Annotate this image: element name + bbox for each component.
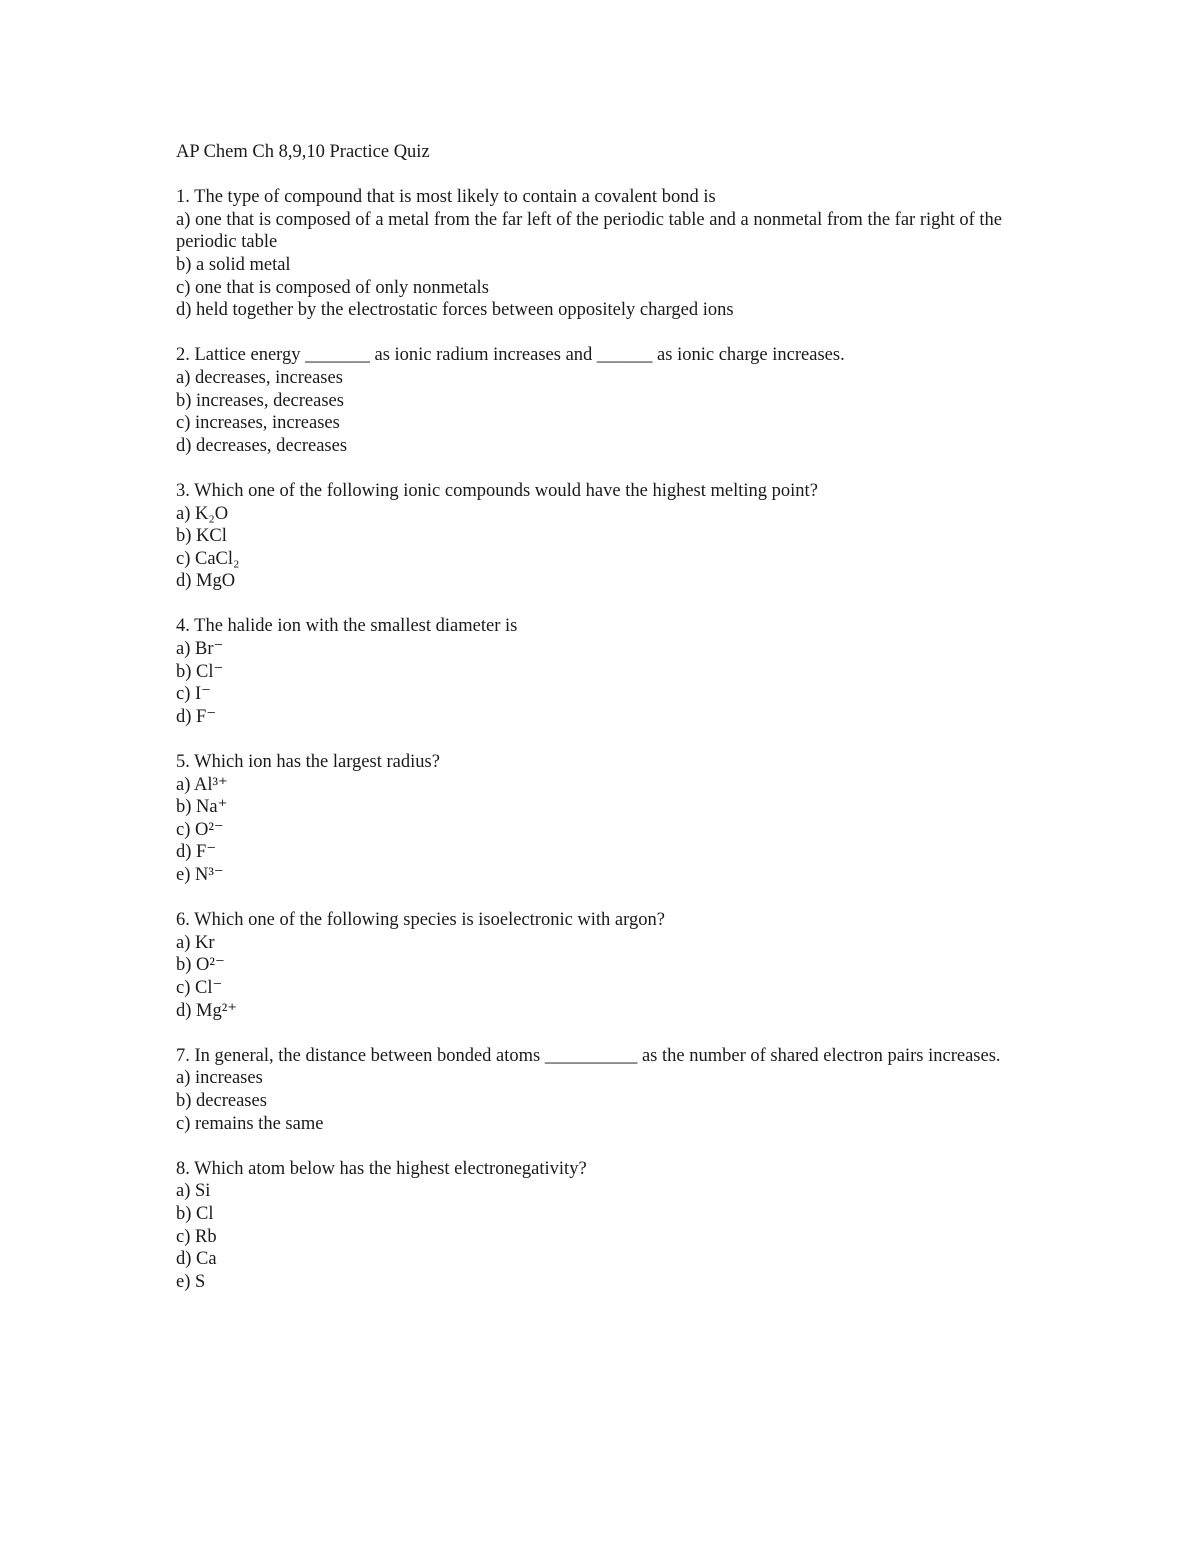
question-4 <box>176 615 1036 728</box>
answer-option: c) remains the same <box>176 1113 324 1134</box>
answer-option: b) KCl <box>176 526 227 547</box>
question-stem: 4. The halide ion with the smallest diameter is <box>176 616 518 637</box>
answer-option: a) Si <box>176 1181 211 1202</box>
question-5 <box>176 751 1036 887</box>
answer-option: e) S <box>176 1271 206 1292</box>
answer-option: d) F⁻ <box>176 842 217 863</box>
answer-option: c) I⁻ <box>176 684 211 705</box>
answer-option: e) N³⁻ <box>176 865 224 885</box>
question-6 <box>176 909 1036 1022</box>
answer-option: a) decreases, increases <box>176 367 343 388</box>
answer-option: d) Ca <box>176 1249 217 1270</box>
answer-option: a) Al³⁺ <box>176 774 228 795</box>
answer-option: c) O²⁻ <box>176 819 224 840</box>
answer-option: c) increases, increases <box>176 413 340 434</box>
answer-option: d) F⁻ <box>176 706 217 727</box>
question-stem: 5. Which ion has the largest radius? <box>176 752 440 773</box>
answer-option: a) Br⁻ <box>176 639 224 660</box>
question-stem: 2. Lattice energy _______ as ionic radium increases and ______ as ionic charge increases. <box>176 345 845 366</box>
question-2 <box>176 344 1036 457</box>
answer-option: d) Mg²⁺ <box>176 1000 238 1021</box>
question-stem: 7. In general, the distance between bonded atoms __________ as the number of shared electron pairs increases. <box>176 1045 1001 1066</box>
question-stem: 3. Which one of the following ionic compounds would have the highest melting point? <box>176 480 818 501</box>
question-stem: 6. Which one of the following species is isoelectronic with argon? <box>176 910 665 931</box>
answer-option: d) MgO <box>176 571 236 592</box>
answer-option: a) K₂O <box>176 503 229 524</box>
answer-option: c) Rb <box>176 1226 217 1247</box>
question-8 <box>176 1158 1036 1294</box>
answer-option: c) CaCl₂ <box>176 548 240 569</box>
answer-option: b) Cl⁻ <box>176 661 224 682</box>
answer-option: a) increases <box>176 1068 263 1089</box>
answer-option: b) Na⁺ <box>176 797 228 818</box>
answer-option: a) Kr <box>176 932 215 953</box>
document-page <box>176 141 1036 1316</box>
question-stem: 8. Which atom below has the highest electronegativity? <box>176 1158 587 1179</box>
question-3 <box>176 480 1036 593</box>
question-7 <box>176 1045 1036 1135</box>
answer-option: b) decreases <box>176 1090 267 1111</box>
question-stem: 1. The type of compound that is most likely to contain a covalent bond is <box>176 187 716 208</box>
answer-option: c) Cl⁻ <box>176 977 223 998</box>
page-title: AP Chem Ch 8,9,10 Practice Quiz <box>176 142 430 162</box>
answer-option: c) one that is composed of only nonmetals <box>176 277 489 298</box>
answer-option: b) increases, decreases <box>176 390 344 411</box>
answer-option: a) one that is composed of a metal from the far left of the periodic table and a nonmetal from the far right of the periodic table <box>176 209 1003 253</box>
answer-option: b) O²⁻ <box>176 955 225 976</box>
answer-option: d) decreases, decreases <box>176 435 348 456</box>
answer-option: b) a solid metal <box>176 254 291 275</box>
question-1 <box>176 186 1036 322</box>
answer-option: d) held together by the electrostatic forces between oppositely charged ions <box>176 300 734 321</box>
answer-option: b) Cl <box>176 1203 214 1224</box>
